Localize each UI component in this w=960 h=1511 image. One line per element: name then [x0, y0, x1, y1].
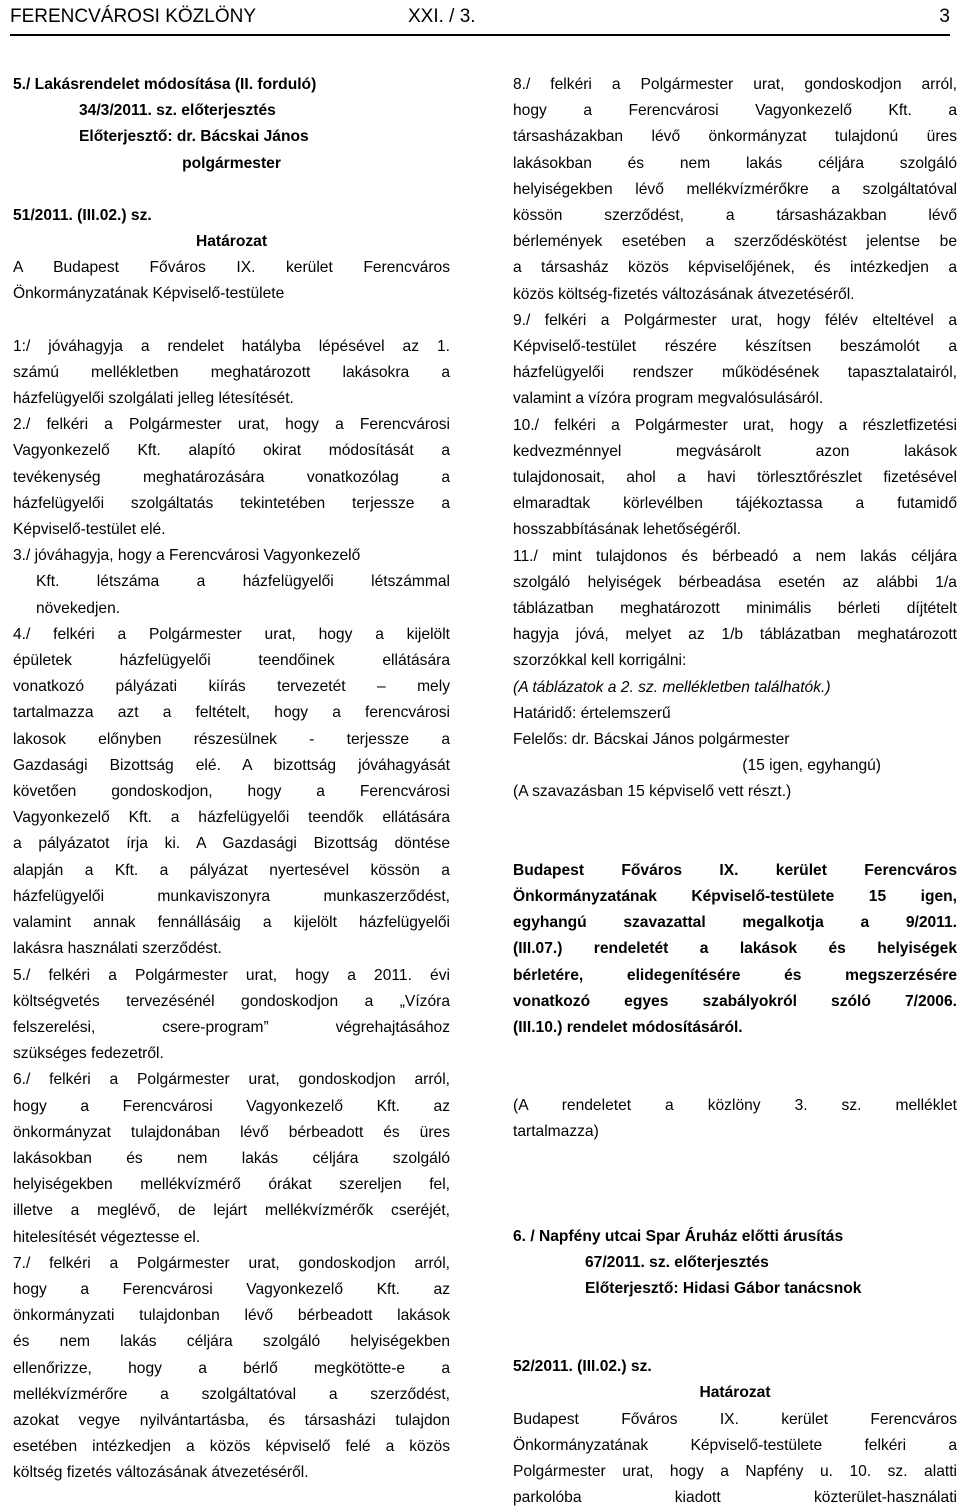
vote-participation: (A szavazásban 15 képviselő vett részt.) — [513, 783, 792, 801]
intro-line: A Budapest Főváros IX. kerület Ferencváros — [13, 259, 450, 277]
text-line: Budapest Főváros IX. kerület Ferencváros — [513, 1410, 957, 1428]
text-line: növekedjen. — [36, 599, 121, 617]
resolution-number: 51/2011. (III.02.) sz. — [13, 206, 152, 224]
text-line: követően gondoskodjon, hogy a Ferencvárosi — [13, 783, 450, 801]
decree-line: (III.07.) rendeletét a lakások és helyiségek — [513, 940, 957, 958]
text-line: 3./ jóváhagyja, hogy a Ferencvárosi Vagyonkezelő — [13, 547, 361, 565]
text-line: hogy a Ferencvárosi Vagyonkezelő Kft. az — [13, 1097, 450, 1115]
text-line: mellékvízmérőre a szolgáltatóval a szerződést, — [13, 1385, 450, 1403]
text-line: házfelügyelői munkaviszonyra munkaszerződést, — [13, 887, 450, 905]
left-column — [13, 72, 450, 1487]
text-line: alapján a Kft. a pályázat nyertesével kössön a — [13, 861, 450, 879]
text-line: hogy a Ferencvárosi Vagyonkezelő Kft. a — [513, 102, 957, 120]
text-line: tulajdonosait, ahol a havi törlesztőrészlet fizetésével — [513, 469, 957, 487]
text-line: költség fizetés változásának átvezetéséről. — [13, 1464, 309, 1482]
text-line: Képviselő-testület részére készítsen beszámolót a — [513, 338, 957, 356]
text-line: költségvetés tervezésénél gondoskodjon a „Vízóra — [13, 992, 450, 1010]
text-line: hosszabbításának lehetőségéről. — [513, 521, 741, 539]
section-title: 5./ Lakásrendelet módosítása (II. forduló) — [13, 76, 317, 93]
text-line: valamint a vízóra program megvalósulásáról. — [513, 390, 824, 408]
text-line: illetve a meglévő, de lejárt mellékvízmérők cseréjét, — [13, 1202, 450, 1220]
text-line: házfelügyelői szolgáltatás tekintetében terjessze a — [13, 494, 450, 512]
text-line: Vagyonkezelő Kft. alapító okirat módosítását a — [13, 442, 450, 460]
text-line: 8./ felkéri a Polgármester urat, gondoskodjon arról, — [513, 76, 957, 93]
responsible: Felelős: dr. Bácskai János polgármester — [513, 731, 790, 749]
text-line: helyiségekben mellékvízmérő órákat szereljen fel, — [13, 1176, 450, 1194]
text-line: Önkormányzatának Képviselő-testülete felkéri a — [513, 1436, 957, 1454]
text-line: közös költség-fizetés változásának átvezetéséről. — [513, 285, 855, 303]
text-line: lakásokban és nem lakás céljára szolgáló — [513, 154, 957, 172]
text-line: 11./ mint tulajdonos és bérbeadó a nem lakás céljára — [513, 547, 957, 565]
text-line: a társasház közös képviselőjének, és intézkedjen a — [513, 259, 957, 277]
table-note: (A táblázatok a 2. sz. mellékletben találhatók.) — [513, 678, 831, 696]
annex-note: tartalmazza) — [513, 1123, 599, 1141]
text-line: 6./ felkéri a Polgármester urat, gondoskodjon arról, — [13, 1071, 450, 1089]
text-line: elmaradtak körlevélben tájékoztassa a futamidő — [513, 495, 957, 513]
text-line: Polgármester urat, hogy a Napfény u. 10. sz. alatti — [513, 1462, 957, 1480]
decree-line: (III.10.) rendelet módosításáról. — [513, 1018, 743, 1036]
text-line: lakásra használati szerződést. — [13, 940, 222, 958]
text-line: épületek házfelügyelői teendőinek ellátására — [13, 652, 450, 670]
text-line: bérlemények esetében a szerződéskötést jelentse be — [513, 233, 957, 251]
text-line: lakosok előnyben részesülnek - terjessze a — [13, 730, 450, 748]
decree-line: egyhangú szavazattal megalkotja a 9/2011. — [513, 914, 957, 932]
proposal-number: 67/2011. sz. előterjesztés — [585, 1253, 769, 1271]
proposer-title: polgármester — [182, 154, 281, 172]
text-line: valamint annak fennállásáig a kijelölt házfelügyelői — [13, 914, 450, 932]
decree-line: Budapest Főváros IX. kerület Ferencváros — [513, 861, 957, 879]
text-line: 10./ felkéri a Polgármester urat, hogy a részletfizetési — [513, 416, 957, 434]
proposer: Előterjesztő: Hidasi Gábor tanácsnok — [585, 1279, 862, 1297]
text-line: tevékenység meghatározására vonatkozólag a — [13, 468, 450, 486]
text-line: a pályázatot írja ki. A Gazdasági Bizottság döntése — [13, 835, 450, 853]
text-line: hogy a Ferencvárosi Vagyonkezelő Kft. az — [13, 1280, 450, 1298]
text-line: kössön szerződést, a társasházakban lévő — [513, 207, 957, 225]
text-line: házfelügyelői szolgálati jelleg létesítését. — [13, 390, 294, 408]
intro-line: Önkormányzatának Képviselő-testülete — [13, 285, 285, 303]
text-line: Gazdasági Bizottság elé. A bizottság jóváhagyását — [13, 756, 450, 774]
text-line: 4./ felkéri a Polgármester urat, hogy a kijelölt — [13, 625, 450, 643]
text-line: parkolóba kiadott közterület-használati — [513, 1489, 957, 1507]
issue-number: XXI. / 3. — [408, 6, 476, 27]
text-line: számú mellékletben meghatározott lakásokra a — [13, 363, 450, 381]
text-line: Képviselő-testület elé. — [13, 521, 166, 539]
text-line: azokat vegye nyilvántartásba, és társasházi tulajdon — [13, 1411, 450, 1429]
text-line: tartalmazza azt a feltételt, hogy a ferencvárosi — [13, 704, 450, 722]
proposal-number: 34/3/2011. sz. előterjesztés — [79, 102, 276, 120]
text-line: szorzókkal kell korrigálni: — [513, 652, 687, 670]
text-line: lakásokban és nem lakás céljára szolgáló — [13, 1149, 450, 1167]
text-line: felszerelési, csere-program” végrehajtásához — [13, 1018, 450, 1036]
text-line: ellenőrizze, hogy a bérlő megkötötte-e a — [13, 1359, 450, 1377]
resolution-number: 52/2011. (III.02.) sz. — [513, 1358, 652, 1376]
resolution-heading: Határozat — [699, 1384, 771, 1402]
text-line: esetében intézkedjen a közös képviselő felé a közös — [13, 1438, 450, 1456]
resolution-heading: Határozat — [195, 233, 268, 251]
text-line: helyiségekben lévő mellékvízmérőkre a szolgáltatóval — [513, 180, 957, 198]
text-line: szolgáló helyiségek bérbeadása esetén az alábbi 1/a — [513, 573, 957, 591]
text-line: szükséges fedezetről. — [13, 1045, 164, 1063]
decree-line: bérletére, elidegenítésére és megszerzésére — [513, 966, 957, 984]
journal-title: FERENCVÁROSI KÖZLÖNY — [10, 6, 256, 27]
text-line: társasházakban lévő önkormányzat tulajdonú üres — [513, 128, 957, 146]
decree-line: vonatkozó egyes szabályokról szóló 7/2006. — [513, 992, 957, 1010]
text-line: kedvezménnyel megvásárolt azon lakások — [513, 442, 957, 460]
text-line: Vagyonkezelő Kft. a házfelügyelői teendők ellátására — [13, 809, 450, 827]
page-number: 3 — [939, 6, 950, 27]
right-column — [513, 72, 957, 1511]
text-line: táblázatban meghatározott minimális bérleti díjtételt — [513, 600, 957, 618]
text-line: 5./ felkéri a Polgármester urat, hogy a 2011. évi — [13, 966, 450, 984]
text-line: 7./ felkéri a Polgármester urat, gondoskodjon arról, — [13, 1254, 450, 1272]
text-line: hitelesítését végeztesse el. — [13, 1228, 201, 1246]
page-header — [10, 0, 950, 36]
decree-line: Önkormányzatának Képviselő-testülete 15 igen, — [513, 887, 957, 905]
text-line: Kft. létszáma a házfelügyelői létszámmal — [36, 573, 450, 591]
deadline: Határidő: értelemszerű — [513, 704, 671, 722]
section-title: 6. / Napfény utcai Spar Áruház előtti árusítás — [513, 1227, 844, 1245]
text-line: vonatkozó pályázati kiírás tervezetét – mely — [13, 678, 450, 696]
annex-note: (A rendeletet a közlöny 3. sz. melléklet — [513, 1097, 957, 1115]
vote-result: (15 igen, egyhangú) — [742, 757, 881, 775]
text-line: önkormányzat tulajdonában lévő bérbeadott és üres — [13, 1123, 450, 1141]
text-line: 1:/ jóváhagyja a rendelet hatályba lépésével az 1. — [13, 337, 450, 355]
text-line: hagyja jóvá, melyet az 1/b táblázatban meghatározott — [513, 626, 957, 644]
text-line: 9./ felkéri a Polgármester urat, hogy félév elteltével a — [513, 311, 957, 329]
text-line: házfelügyelői rendszer működésének tapasztalatairól, — [513, 364, 957, 382]
proposer: Előterjesztő: dr. Bácskai János — [79, 128, 309, 146]
text-line: 2./ felkéri a Polgármester urat, hogy a Ferencvárosi — [13, 416, 450, 434]
text-line: önkormányzati tulajdonban lévő bérbeadott lakások — [13, 1307, 450, 1325]
text-line: és nem lakás céljára szolgáló helyiségekben — [13, 1333, 450, 1351]
